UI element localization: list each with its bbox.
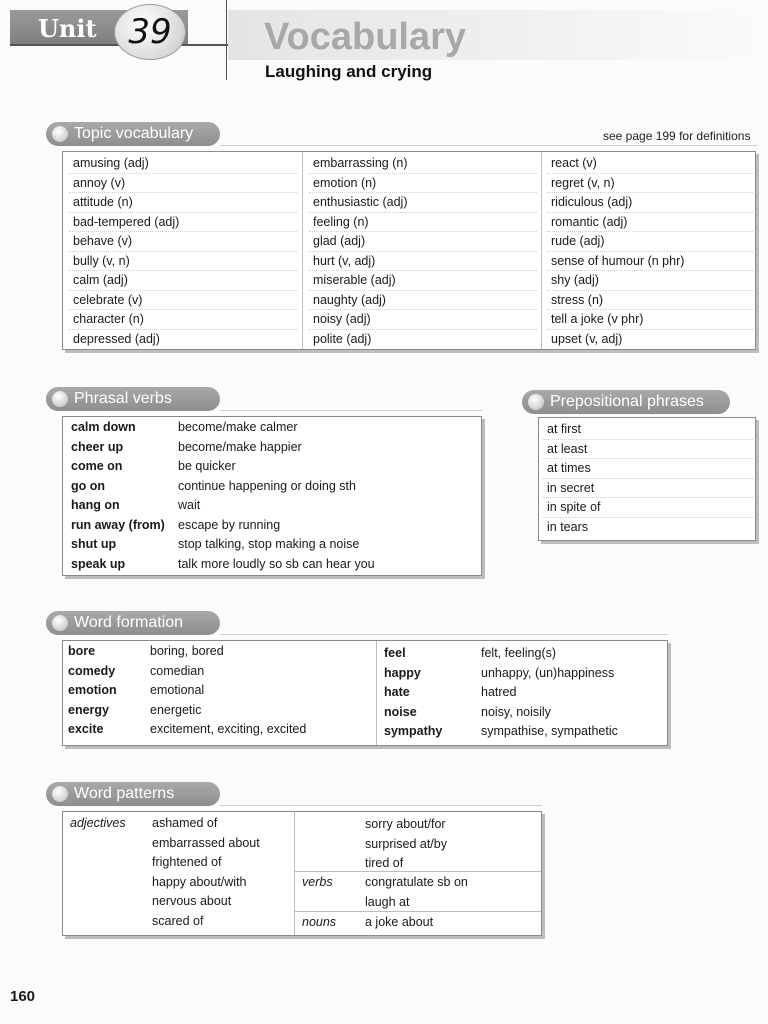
phrasal-verb-meaning: stop talking, stop making a noise <box>178 537 360 551</box>
word-formation-row <box>384 664 664 684</box>
column-divider <box>376 641 377 745</box>
topic-vocabulary-heading <box>46 122 220 146</box>
vocab-item: emotion (n) <box>309 174 537 194</box>
verb-pattern: congratulate sb on <box>365 875 468 889</box>
derived-forms: excitement, exciting, excited <box>150 722 307 736</box>
phrasal-verb-meaning: talk more loudly so sb can hear you <box>178 556 375 571</box>
vocab-item: naughty (adj) <box>309 291 537 311</box>
adjective-pattern: tired of <box>365 856 404 870</box>
header-divider <box>226 0 227 80</box>
vocab-item: hurt (v, adj) <box>309 252 537 272</box>
vocab-item: behave (v) <box>69 232 297 252</box>
word-formation-right <box>384 644 664 742</box>
bullet-icon <box>52 615 68 631</box>
phrasal-verb-row <box>71 496 479 516</box>
phrasal-verb-meaning: become/make calmer <box>178 420 298 434</box>
section-heading-label: Topic vocabulary <box>74 125 194 142</box>
vocab-item: bully (v, n) <box>69 252 297 272</box>
prepositional-phrase: in tears <box>547 519 588 534</box>
word-formation-box <box>62 640 668 746</box>
derived-forms: noisy, noisily <box>481 704 551 719</box>
prepositional-phrase: in secret <box>543 479 753 499</box>
base-word: noise <box>384 704 417 719</box>
adjective-pattern: sorry about/for <box>365 817 446 831</box>
adjective-pattern: frightened of <box>152 855 222 869</box>
base-word: bore <box>68 644 96 658</box>
base-word: energy <box>68 702 109 717</box>
vocab-item: amusing (adj) <box>69 154 297 174</box>
unit-number: 39 <box>128 12 172 52</box>
page-title: Vocabulary <box>264 16 467 58</box>
vocab-item: glad (adj) <box>309 232 537 252</box>
section-rule <box>220 410 482 411</box>
adjective-pattern: happy about/with <box>152 874 247 889</box>
vocab-item: annoy (v) <box>69 174 297 194</box>
verb-pattern: laugh at <box>365 894 410 909</box>
derived-forms: felt, feeling(s) <box>481 646 557 660</box>
bullet-icon <box>528 394 544 410</box>
base-word: excite <box>68 722 104 736</box>
word-formation-row <box>384 644 664 664</box>
phrasal-verb-meaning: wait <box>178 498 201 512</box>
word-formation-row <box>384 703 664 723</box>
derived-forms: hatred <box>481 685 517 699</box>
vocab-column-3 <box>547 154 753 349</box>
word-formation-row <box>68 662 368 682</box>
vocab-item: feeling (n) <box>309 213 537 233</box>
column-divider <box>541 152 542 349</box>
vocab-item: polite (adj) <box>313 331 372 346</box>
vocab-item: character (n) <box>69 310 297 330</box>
phrasal-verb-row <box>71 516 479 536</box>
word-formation-row <box>68 681 368 701</box>
phrasal-verb: run away (from) <box>71 517 165 532</box>
verbs-label: verbs <box>302 875 333 889</box>
prepositional-phrase: in spite of <box>543 498 753 518</box>
phrasal-verb: come on <box>71 459 123 473</box>
prepositional-phrases-box <box>538 417 756 541</box>
word-formation-row <box>68 642 368 662</box>
vocab-item: regret (v, n) <box>547 174 753 194</box>
phrasal-verb-meaning: be quicker <box>178 459 236 473</box>
word-formation-row <box>384 683 664 703</box>
nouns-list <box>365 913 535 933</box>
word-patterns-heading <box>46 782 220 806</box>
unit-label: Unit <box>38 14 97 43</box>
phrasal-verb-meaning: escape by running <box>178 517 281 532</box>
vocab-item: stress (n) <box>547 291 753 311</box>
vocab-item: miserable (adj) <box>309 271 537 291</box>
base-word: hate <box>384 685 410 699</box>
derived-forms: boring, bored <box>150 644 224 658</box>
phrasal-verb: calm down <box>71 420 136 434</box>
base-word: emotion <box>68 683 117 697</box>
section-heading-label: Prepositional phrases <box>550 393 704 410</box>
vocab-item: noisy (adj) <box>309 310 537 330</box>
word-formation-heading <box>46 611 220 635</box>
phrasal-verbs-list <box>71 418 479 574</box>
base-word: feel <box>384 646 406 660</box>
adjective-pattern: embarrassed about <box>152 835 260 850</box>
derived-forms: energetic <box>150 702 202 717</box>
adjectives-continued-list <box>365 815 535 874</box>
definitions-note: see page 199 for definitions <box>603 129 751 143</box>
derived-forms: unhappy, (un)happiness <box>481 665 615 680</box>
adjectives-list <box>152 814 292 931</box>
phrasal-verb-meaning: continue happening or doing sth <box>178 478 356 493</box>
column-divider <box>302 152 303 349</box>
topic-vocabulary-box <box>62 151 756 350</box>
adjective-pattern: scared of <box>152 913 204 928</box>
section-rule <box>220 145 758 146</box>
phrasal-verb-row <box>71 438 479 458</box>
section-rule <box>220 634 668 635</box>
adjectives-label: adjectives <box>70 816 126 830</box>
vocab-item: upset (v, adj) <box>551 331 623 346</box>
prepositional-phrase: at least <box>543 440 753 460</box>
base-word: comedy <box>68 663 116 678</box>
bullet-icon <box>52 786 68 802</box>
page-subtitle: Laughing and crying <box>265 62 433 81</box>
base-word: sympathy <box>384 724 443 738</box>
section-heading-label: Phrasal verbs <box>74 390 172 407</box>
derived-forms: sympathise, sympathetic <box>481 724 618 738</box>
prepositional-phrases-heading <box>522 390 730 414</box>
word-formation-row <box>68 720 368 740</box>
vocab-column-2 <box>309 154 537 349</box>
adjective-pattern: ashamed of <box>152 816 218 830</box>
vocab-column-1 <box>69 154 297 349</box>
word-formation-row <box>384 722 664 742</box>
vocab-item: bad-tempered (adj) <box>69 213 297 233</box>
adjectives-continued-cell <box>295 812 541 872</box>
vocab-item: embarrassing (n) <box>309 154 537 174</box>
vocab-item: ridiculous (adj) <box>547 193 753 213</box>
phrasal-verb-row <box>71 477 479 497</box>
verbs-cell <box>295 872 541 912</box>
nouns-cell <box>295 912 541 935</box>
vocab-item: react (v) <box>547 154 753 174</box>
verbs-list <box>365 873 535 912</box>
vocab-item: depressed (adj) <box>73 331 160 346</box>
vocab-item: celebrate (v) <box>69 291 297 311</box>
bullet-icon <box>52 391 68 407</box>
vocab-item: tell a joke (v phr) <box>547 310 753 330</box>
phrasal-verb: shut up <box>71 537 117 551</box>
section-heading-label: Word formation <box>74 614 184 631</box>
prepositional-phrases-list <box>543 420 753 537</box>
vocab-item: shy (adj) <box>547 271 753 291</box>
word-formation-row <box>68 701 368 721</box>
phrasal-verb: speak up <box>71 556 126 571</box>
phrasal-verb: hang on <box>71 498 120 512</box>
section-heading-label: Word patterns <box>74 785 175 802</box>
vocab-item: rude (adj) <box>547 232 753 252</box>
prepositional-phrase: at first <box>543 420 753 440</box>
adjective-pattern: nervous about <box>152 894 232 908</box>
phrasal-verbs-box <box>62 416 482 576</box>
bullet-icon <box>52 126 68 142</box>
noun-pattern: a joke about <box>365 915 434 929</box>
prepositional-phrase: at times <box>543 459 753 479</box>
phrasal-verb: go on <box>71 478 106 493</box>
page-number: 160 <box>10 988 36 1005</box>
vocab-item: calm (adj) <box>69 271 297 291</box>
adjective-pattern: surprised at/by <box>365 836 447 851</box>
phrasal-verbs-heading <box>46 387 220 411</box>
word-formation-left <box>68 642 368 740</box>
vocab-item: enthusiastic (adj) <box>309 193 537 213</box>
phrasal-verb-meaning: become/make happier <box>178 439 302 454</box>
phrasal-verb-row <box>71 535 479 555</box>
vocab-item: romantic (adj) <box>547 213 753 233</box>
phrasal-verb-row <box>71 555 479 575</box>
section-rule <box>220 805 542 806</box>
nouns-label: nouns <box>302 915 337 929</box>
word-patterns-box <box>62 811 542 936</box>
base-word: happy <box>384 665 421 680</box>
phrasal-verb: cheer up <box>71 439 124 454</box>
unit-number-badge <box>114 4 186 60</box>
phrasal-verb-row <box>71 418 479 438</box>
phrasal-verb-row <box>71 457 479 477</box>
vocab-item: sense of humour (n phr) <box>547 252 753 272</box>
derived-forms: comedian <box>150 663 205 678</box>
derived-forms: emotional <box>150 683 205 697</box>
vocab-item: attitude (n) <box>69 193 297 213</box>
